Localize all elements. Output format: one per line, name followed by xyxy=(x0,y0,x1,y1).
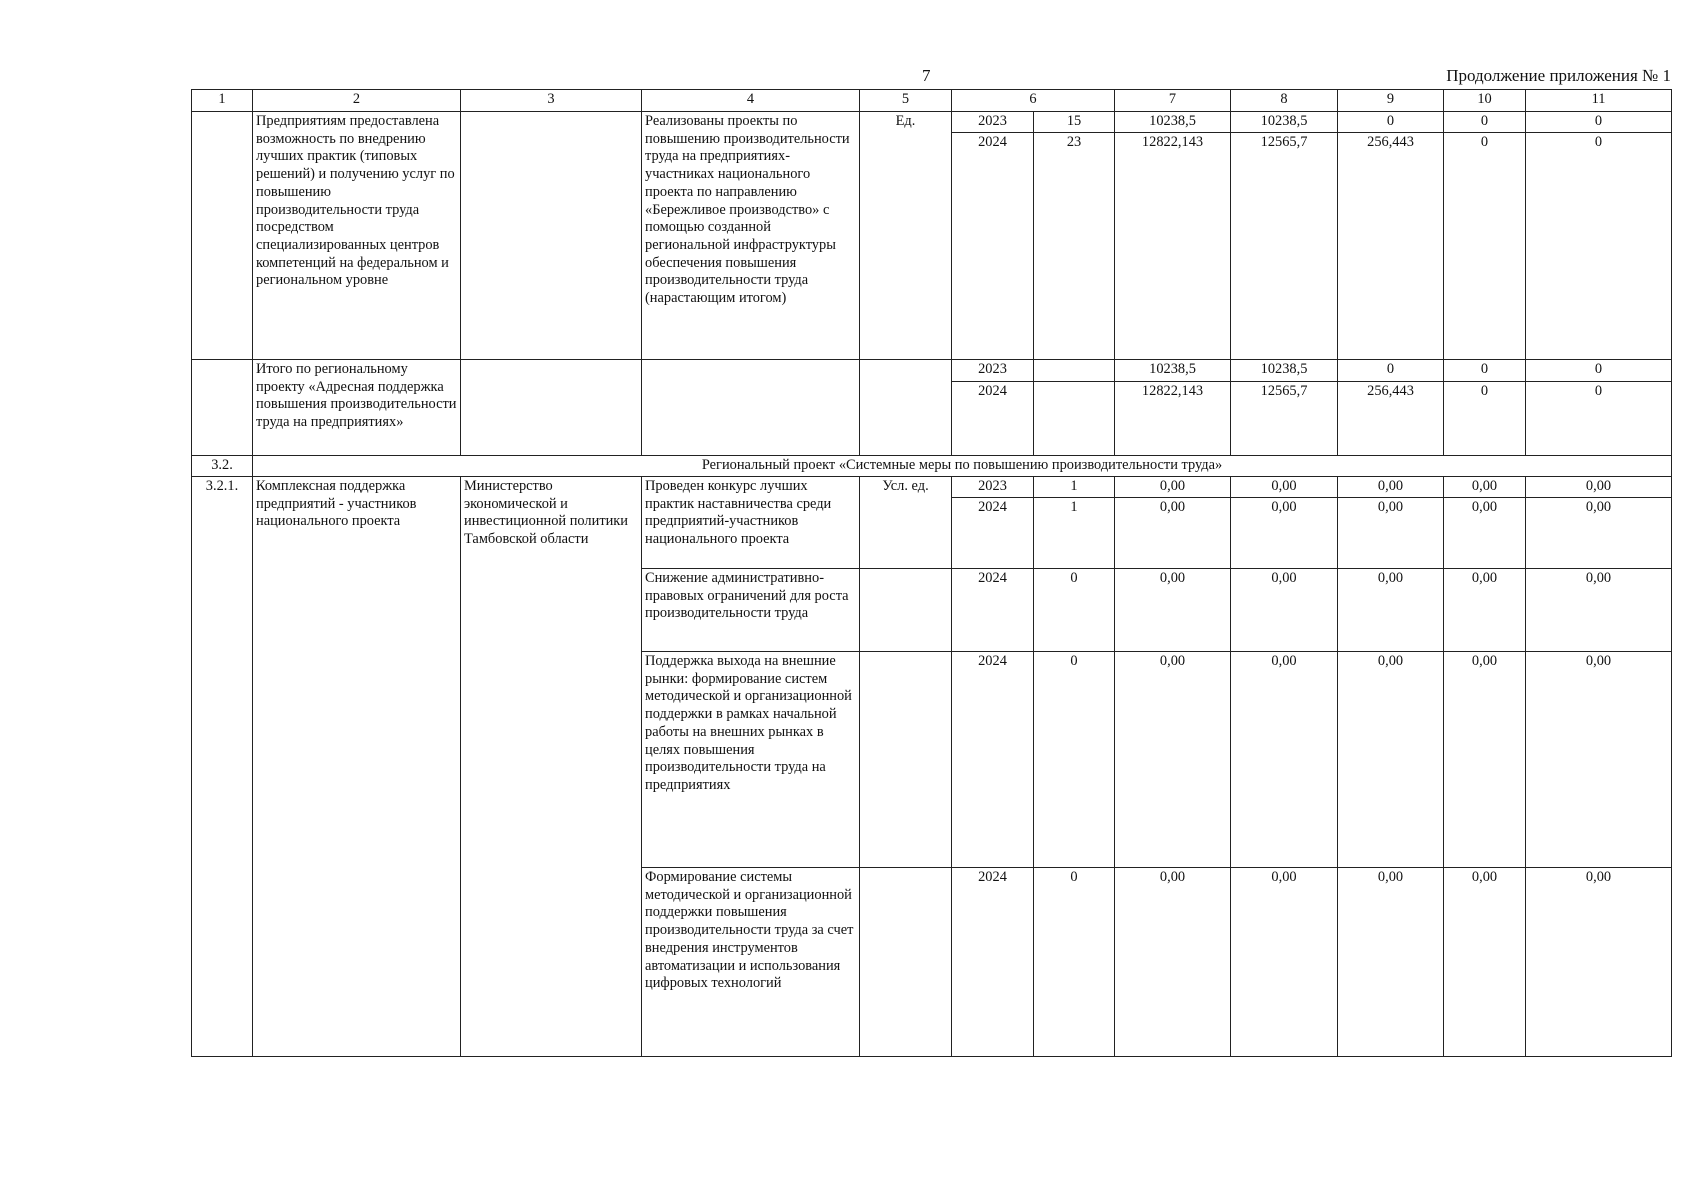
page-number: 7 xyxy=(922,66,931,85)
other-cell: 0 xyxy=(1526,360,1672,382)
section-title: Региональный проект «Системные меры по повышению производительности труда» xyxy=(253,456,1672,477)
section-number: 3.2. xyxy=(192,456,253,477)
other-cell: 0 xyxy=(1526,112,1672,133)
value-cell: 0 xyxy=(1034,652,1115,868)
header-row xyxy=(192,90,1672,112)
activity-cell: Комплексная поддержка предприятий - участников национального проекта xyxy=(253,477,461,1057)
header-cell-3: 3 xyxy=(461,90,642,112)
total-cell: 0,00 xyxy=(1115,868,1231,1057)
total-cell: 10238,5 xyxy=(1115,360,1231,382)
row-number-cell: 3.2.1. xyxy=(192,477,253,1057)
other-cell: 0,00 xyxy=(1526,477,1672,498)
other-cell: 0,00 xyxy=(1526,498,1672,569)
result-cell: Реализованы проекты по повышению производительности труда на предприятиях-участниках национального проекта по направлению «Бережливое производство» с помощью созданной региональной инфраструктуры обеспечения повышения производительности труда (нарастающим итогом) xyxy=(642,112,860,360)
local-cell: 0 xyxy=(1444,382,1526,456)
other-cell: 0,00 xyxy=(1526,652,1672,868)
regional-cell: 0,00 xyxy=(1338,652,1444,868)
value-cell xyxy=(1034,382,1115,456)
header-cell-11: 11 xyxy=(1526,90,1672,112)
unit-cell xyxy=(860,652,952,868)
header-cell-5: 5 xyxy=(860,90,952,112)
unit-cell: Ед. xyxy=(860,112,952,360)
local-cell: 0 xyxy=(1444,133,1526,360)
regional-cell: 0,00 xyxy=(1338,477,1444,498)
header-cell-7: 7 xyxy=(1115,90,1231,112)
year-cell: 2024 xyxy=(952,569,1034,652)
executor-cell: Министерство экономической и инвестиционной политики Тамбовской области xyxy=(461,477,642,1057)
header-cell-10: 10 xyxy=(1444,90,1526,112)
header-cell-9: 9 xyxy=(1338,90,1444,112)
local-cell: 0,00 xyxy=(1444,868,1526,1057)
federal-cell: 10238,5 xyxy=(1231,112,1338,133)
row-number-cell xyxy=(192,112,253,360)
regional-cell: 0,00 xyxy=(1338,868,1444,1057)
other-cell: 0 xyxy=(1526,133,1672,360)
header-cell-6: 6 xyxy=(952,90,1115,112)
federal-cell: 12565,7 xyxy=(1231,382,1338,456)
local-cell: 0,00 xyxy=(1444,569,1526,652)
local-cell: 0,00 xyxy=(1444,477,1526,498)
regional-cell: 0 xyxy=(1338,360,1444,382)
local-cell: 0,00 xyxy=(1444,652,1526,868)
continuation-label: Продолжение приложения № 1 xyxy=(1446,66,1671,85)
value-cell: 1 xyxy=(1034,477,1115,498)
result-cell: Снижение административно-правовых ограничений для роста производительности труда xyxy=(642,569,860,652)
result-cell: Проведен конкурс лучших практик наставничества среди предприятий-участников национального проекта xyxy=(642,477,860,569)
unit-cell: Усл. ед. xyxy=(860,477,952,569)
year-cell: 2024 xyxy=(952,652,1034,868)
year-cell: 2024 xyxy=(952,498,1034,569)
value-cell: 1 xyxy=(1034,498,1115,569)
local-cell: 0 xyxy=(1444,112,1526,133)
other-cell: 0,00 xyxy=(1526,868,1672,1057)
federal-cell: 0,00 xyxy=(1231,569,1338,652)
regional-cell: 0 xyxy=(1338,112,1444,133)
year-cell: 2024 xyxy=(952,382,1034,456)
year-cell: 2023 xyxy=(952,112,1034,133)
regional-cell: 256,443 xyxy=(1338,382,1444,456)
total-cell: 12822,143 xyxy=(1115,133,1231,360)
federal-cell: 0,00 xyxy=(1231,498,1338,569)
header-cell-4: 4 xyxy=(642,90,860,112)
total-cell: 0,00 xyxy=(1115,569,1231,652)
header-cell-1: 1 xyxy=(192,90,253,112)
regional-cell: 0,00 xyxy=(1338,498,1444,569)
table-row xyxy=(192,360,1672,382)
federal-cell: 0,00 xyxy=(1231,477,1338,498)
total-cell: 12822,143 xyxy=(1115,382,1231,456)
unit-cell xyxy=(860,360,952,456)
federal-cell: 0,00 xyxy=(1231,652,1338,868)
activity-cell: Предприятиям предоставлена возможность по внедрению лучших практик (типовых решений) и получению услуг по повышению производительности труда посредством специализированных центров компетенций на федеральном и региональном уровне xyxy=(253,112,461,360)
unit-cell xyxy=(860,569,952,652)
table-row xyxy=(192,477,1672,498)
local-cell: 0 xyxy=(1444,360,1526,382)
result-cell: Поддержка выхода на внешние рынки: формирование систем методической и организационной поддержки в рамках начальной работы на внешних рынках в целях повышения производительности труда на предприятиях xyxy=(642,652,860,868)
total-cell: 0,00 xyxy=(1115,652,1231,868)
value-cell: 23 xyxy=(1034,133,1115,360)
value-cell xyxy=(1034,360,1115,382)
value-cell: 15 xyxy=(1034,112,1115,133)
header-cell-8: 8 xyxy=(1231,90,1338,112)
value-cell: 0 xyxy=(1034,569,1115,652)
result-cell xyxy=(642,360,860,456)
executor-cell xyxy=(461,360,642,456)
unit-cell xyxy=(860,868,952,1057)
data-table xyxy=(191,89,1672,1057)
year-cell: 2023 xyxy=(952,360,1034,382)
total-label-cell: Итого по региональному проекту «Адресная поддержка повышения производительности труда на предприятиях» xyxy=(253,360,461,456)
federal-cell: 12565,7 xyxy=(1231,133,1338,360)
other-cell: 0 xyxy=(1526,382,1672,456)
year-cell: 2023 xyxy=(952,477,1034,498)
federal-cell: 10238,5 xyxy=(1231,360,1338,382)
section-row xyxy=(192,456,1672,477)
federal-cell: 0,00 xyxy=(1231,868,1338,1057)
total-cell: 10238,5 xyxy=(1115,112,1231,133)
total-cell: 0,00 xyxy=(1115,477,1231,498)
header-cell-2: 2 xyxy=(253,90,461,112)
row-number-cell xyxy=(192,360,253,456)
other-cell: 0,00 xyxy=(1526,569,1672,652)
regional-cell: 256,443 xyxy=(1338,133,1444,360)
result-cell: Формирование системы методической и организационной поддержки повышения производительности труда за счет внедрения инструментов автоматизации и использования цифровых технологий xyxy=(642,868,860,1057)
year-cell: 2024 xyxy=(952,868,1034,1057)
local-cell: 0,00 xyxy=(1444,498,1526,569)
executor-cell xyxy=(461,112,642,360)
year-cell: 2024 xyxy=(952,133,1034,360)
regional-cell: 0,00 xyxy=(1338,569,1444,652)
value-cell: 0 xyxy=(1034,868,1115,1057)
table-row xyxy=(192,112,1672,133)
total-cell: 0,00 xyxy=(1115,498,1231,569)
